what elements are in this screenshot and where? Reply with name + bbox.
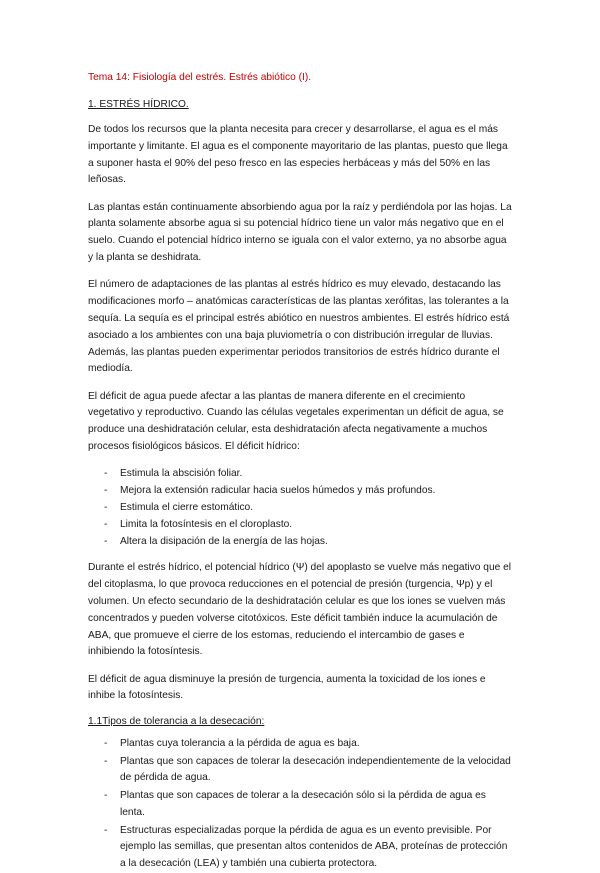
list-item: - Plantas que son capaces de tolerar a la desecación sólo si la pérdida de agua es lenta. bbox=[88, 788, 512, 822]
effects-list bbox=[88, 466, 512, 550]
list-item: - Limita la fotosíntesis en el cloroplasto. bbox=[88, 517, 512, 534]
list-item: - Estimula el cierre estomático. bbox=[88, 500, 512, 517]
section-heading-estres-hidrico: 1. ESTRÉS HÍDRICO. bbox=[88, 99, 189, 110]
subsection-heading-tipos-tolerancia: 1.1Tipos de tolerancia a la desecación: bbox=[88, 715, 265, 727]
list-item: - Estimula la abscisión foliar. bbox=[88, 466, 512, 483]
paragraph: El déficit de agua disminuye la presión de turgencia, aumenta la toxicidad de los iones e inhibe la fotosíntesis. bbox=[88, 673, 486, 702]
paragraph: De todos los recursos que la planta necesita para crecer y desarrollarse, el agua es el más importante y limitante. El agua es el componente mayoritario de las plantas, puesto que llega a suponer hasta el 90% del peso fresco en las especies herbáceas y más del 50% en las leñosas. bbox=[88, 124, 508, 186]
list-item: - Plantas que son capaces de tolerar la desecación independientemente de la velocidad de pérdida de agua. bbox=[88, 754, 512, 788]
list-item: - Mejora la extensión radicular hacia suelos húmedos y más profundos. bbox=[88, 483, 512, 500]
paragraph: El número de adaptaciones de las plantas al estrés hídrico es muy elevado, destacando las modificaciones morfo – anatómicas características de las plantas xerófitas, las tolerantes a la sequía. La sequía es el principal estrés abiótico en nuestros ambientes. El estrés hídrico está asociado a los ambientes con una baja pluviometría o con distribución irregular de lluvias. Además, las plantas pueden experimentar periodos transitorios de estrés hídrico durante el mediodía. bbox=[88, 279, 510, 375]
paragraph: Durante el estrés hídrico, el potencial hídrico (Ψ) del apoplasto se vuelve más negativo que el del citoplasma, lo que provoca reducciones en el potencial de presión (turgencia, Ψp) y el volumen. Un efecto secundario de la deshidratación celular es que los iones se vuelven más concentrados y pueden volverse citotóxicos. Este déficit también induce la acumulación de ABA, que promueve el cierre de los estomas, reduciendo el intercambio de gases e inhibiendo la fotosíntesis. bbox=[88, 562, 512, 658]
document-title: Tema 14: Fisiología del estrés. Estrés abiótico (I). bbox=[88, 72, 312, 83]
paragraph: Las plantas están continuamente absorbiendo agua por la raíz y perdiéndola por las hojas. La planta solamente absorbe agua si su potencial hídrico tiene un valor más negativo que en el suelo. Cuando el potencial hídrico interno se iguala con el valor externo, ya no absorbe agua y la planta se deshidrata. bbox=[88, 201, 512, 264]
list-item: - Altera la disipación de la energía de las hojas. bbox=[88, 534, 512, 551]
list-item: - Plantas cuya tolerancia a la pérdida de agua es baja. bbox=[88, 736, 512, 753]
tolerance-list bbox=[88, 736, 512, 873]
list-item: - Estructuras especializadas porque la pérdida de agua es un evento previsible. Por ejemplo las semillas, que presentan altos contenidos de ABA, proteínas de protección a la desecación (LEA) y también una cubierta protectora. bbox=[88, 823, 512, 873]
paragraph: El déficit de agua puede afectar a las plantas de manera diferente en el crecimiento vegetativo y reproductivo. Cuando las células vegetales experimentan un déficit de agua, se produce una deshidratación celular, esta deshidratación afecta negativamente a muchos procesos fisiológicos básicos. El déficit hídrico: bbox=[88, 390, 504, 453]
